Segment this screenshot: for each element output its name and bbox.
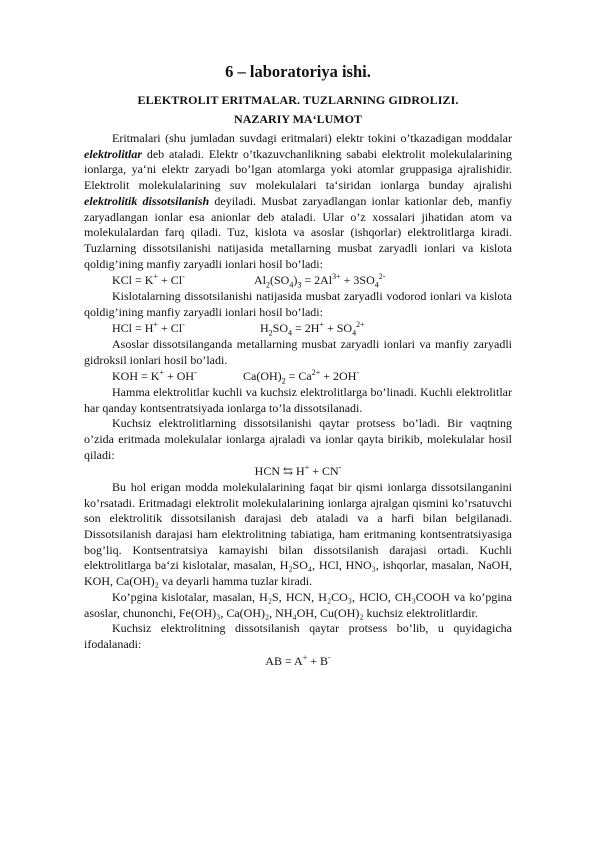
equation-ab: AB = A+ + B- <box>265 652 331 668</box>
paragraph-strong-weak: Hamma elektrolitlar kuchli va kuchsiz elektrolitlarga bo’linadi. Kuchli elektrolitlar har qanday kontsentratsiyada ionlarga to’la dissotsilanadi. <box>84 384 512 415</box>
page-title: 6 – laboratoriya ishi. <box>225 62 371 81</box>
equation-h2so4: $H_2SO_4 = 2H^+ + SO_4^{2+}$ <box>260 320 365 338</box>
equation-koh: KOH = K+ + OH- <box>112 368 197 384</box>
term-elektrolitik-dissotsilanish: elektrolitik dissotsilanish <box>84 193 210 208</box>
equation-kcl: KCl = K+ + Cl- <box>112 272 185 288</box>
paragraph-reversible: Kuchsiz elektrolitlarning dissotsilanishi qaytar protsess bo’ladi. Bir vaqtning o’zida eritmada molekulalar ionlarga ajraladi va ionlar qayta birikib, molekulalar hosil qiladi: <box>84 416 512 462</box>
equation-caoh2: $Ca(OH)_2 = Ca^{2+} + 2OH^-$ <box>243 368 360 386</box>
paragraph-bases: Asoslar dissotsilanganda metallarning musbat zaryadli ionlari va manfiy zaryadli gidroksil ionlari hosil bo’ladi. <box>84 336 512 367</box>
term-elektrolitlar: elektrolitlar <box>84 146 142 161</box>
text-run: Eritmalari (shu jumladan suvdagi eritmalari) elektr tokini o’tkazadigan moddalar <box>112 131 512 145</box>
paragraph-acids: Kislotalarning dissotsilanishi natijasida musbat zaryadli vodorod ionlari va kislota qoldig’ining manfiy zaryadli ionlari hosil bo’ladi: <box>84 288 512 319</box>
paragraph-weak-electrolytes: Ko’pgina kislotalar, masalan, H₂S, HCN, H₂CO₃, HClO, CH₃COOH va ko’pgina asoslar, chunonchi, Fe(OH)₃, Ca(OH)₂, NH₄OH, Cu(OH)₂ kuchsiz elektrolitlardir. <box>84 589 512 620</box>
equation-row-salts <box>84 272 512 289</box>
equation-row-bases <box>84 368 512 385</box>
section-heading: NAZARIY MA‘LUMOT <box>234 112 362 126</box>
equation-hcl: HCl = H+ + Cl- <box>112 320 185 336</box>
equation-row-acids <box>84 320 512 337</box>
text-run: deb ataladi. Elektr o’tkazuvchanlikning sababi elektrolit molekulalarining ionlarga, ya‘ni elektr zaryadi bo’lgan atomlarga yoki atomlar gruppasiga ajralishidir. Elektrolit molekulalarining suv molekulalari ta‘siridan ionlarga bunday ajralishi <box>84 146 512 193</box>
paragraph-weak-dissociation: Kuchsiz elektrolitning dissotsilanish qaytar protsess bo’lib, u quyidagicha ifodalanadi: <box>84 621 512 651</box>
text-run: deyiladi. Musbat zaryadlangan ionlar kationlar deb, manfiy zaryadlangan ionlar esa anionlar deb ataladi. Ular o’z xossalari jihatidan atom va molekulalardan farq qiladi. Tuz, kislota va asoslar (ishqorlar) elektrolitlarga kiradi. Tuzlarning dissotsilanishi natijasida metallarning musbat zaryadli ionlari va kislota qoldig’ining manfiy zaryadli ionlari hosil bo’ladi: <box>84 193 512 271</box>
equation-al2so43: $Al_2(SO_4)_3 = 2Al^{3+} + 3SO_4^{2-}$ <box>254 272 386 290</box>
equation-hcn: HCN ⇆ H+ + CN- <box>254 463 342 479</box>
page-subtitle: ELEKTROLIT ERITMALAR. TUZLARNING GIDROLIZI. <box>137 93 459 107</box>
paragraph-electrolytes <box>84 131 512 272</box>
paragraph-dissociation-degree: Bu hol erigan modda molekulalarining faqat bir qismi ionlarga dissotsilanganini ko’rsatadi. Eritmadagi elektrolit molekulalarining ionlarga ajralgan qismini ko’rsatuvchi son elektrolitik dissotsilanish darajasi deb ataladi va a harfi bilan belgilanadi. Dissotsilanish darajasi ham elektrolitning tabiatiga, ham eritmaning kontsentratsiyasiga bog’liq. Kontsentratsiya kamayishi bilan dissotsilanish darajasi ortadi. Kuchli elektrolitlarga ba‘zi kislotalar, masalan, H₂SO₄, HCl, HNO₃, ishqorlar, masalan, NaOH, KOH, Ca(OH)₂ va deyarli hamma tuzlar kiradi. <box>84 479 512 589</box>
